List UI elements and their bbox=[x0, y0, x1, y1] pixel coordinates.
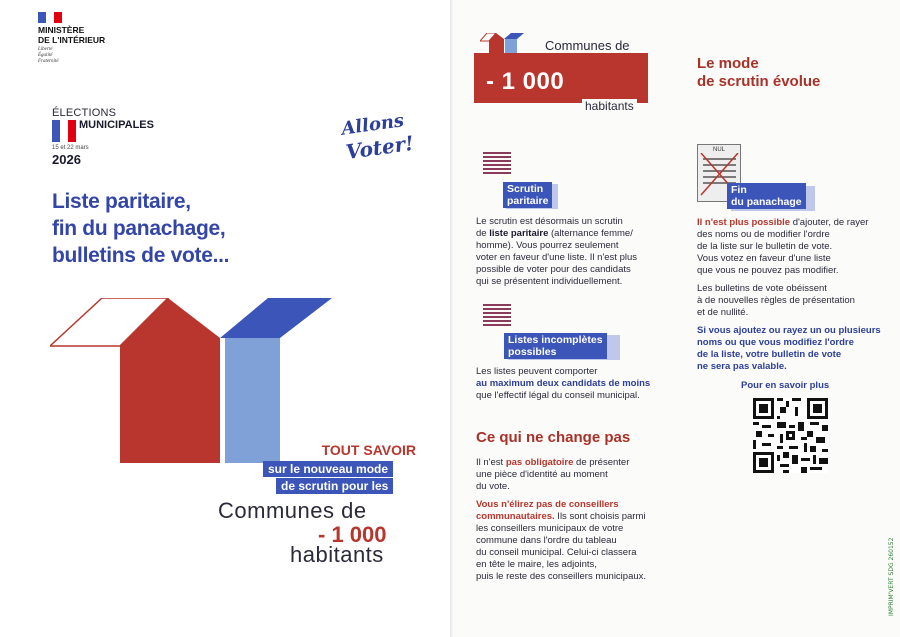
qr-code-icon[interactable] bbox=[753, 398, 828, 473]
marianne-flag-icon bbox=[38, 12, 62, 23]
svg-text:IMPRIM'VERT SDG 260152: IMPRIM'VERT SDG 260152 bbox=[888, 537, 895, 616]
mode-scrutin-title: Le mode de scrutin évolue bbox=[697, 55, 821, 90]
election-dates: 15 et 22 mars bbox=[52, 145, 89, 151]
houses-illustration bbox=[50, 298, 340, 463]
savoir-plus-label: Pour en savoir plus bbox=[741, 380, 830, 391]
null-ballot-icon: NUL bbox=[697, 144, 741, 202]
cover-highlight-line2: sur le nouveau mode bbox=[263, 461, 393, 477]
tout-savoir-title: TOUT SAVOIR bbox=[321, 442, 416, 458]
badge-habitants-label: habitants bbox=[582, 99, 637, 113]
imprim-vert-mark bbox=[884, 500, 896, 618]
mini-houses-icon bbox=[480, 33, 526, 55]
fin-panachage-text: Il n'est plus possible d'ajouter, de rayer des noms ou de modifier l'ordre de la liste sur le bulletin de vote. Vous votez en faveur d'une liste que vous ne pouvez pas modifier. Les bulletins de vote obéissent à de nouvelles règles de présentation et de nullité. Si vous ajoutez ou rayez un ou plusieurs noms ou que vous modifiez l'ordre de la liste, votre bulletin de vote ne sera pas valable. bbox=[697, 217, 881, 372]
republic-motto: Liberté Égalité Fraternité bbox=[38, 47, 59, 64]
cover-habitants-label: habitants bbox=[290, 542, 384, 567]
elections-flag-icon bbox=[52, 120, 76, 142]
cover-headline: Liste paritaire, fin du panachage, bulletins de vote... bbox=[52, 190, 230, 267]
ballot-lines-icon bbox=[483, 152, 511, 176]
cover-number: - 1 000 bbox=[318, 522, 387, 547]
listes-incompletes-tag: Listes incomplètes possibles bbox=[504, 333, 607, 359]
fin-panachage-tag: Fin du panachage bbox=[727, 183, 806, 209]
cover-communes-label: Communes de bbox=[218, 498, 367, 523]
listes-incompletes-text: Les listes peuvent comporter au maximum deux candidats de moins que l'effectif légal du conseil municipal. bbox=[476, 366, 651, 401]
ce-qui-ne-change-pas-text: Il n'est pas obligatoire de présenter une pièce d'identité au moment du vote. Vous n'élirez pas de conseillers communautaires. Ils sont choisis parmi les conseillers municipaux de votre commune dans l'ordre du tableau du conseil municipal. Celui-ci classera en tête le maire, les adjoints, puis le reste des conseillers municipaux. bbox=[476, 457, 647, 582]
svg-text:Allons: Allons bbox=[340, 110, 406, 140]
scrutin-paritaire-tag: Scrutin paritaire bbox=[503, 182, 552, 208]
scrutin-paritaire-text: Le scrutin est désormais un scrutin de liste paritaire (alternance femme/ homme). Vous pourrez seulement voter en faveur d'une liste. Il n'est plus possible de voter pour des candidats qui se présentent individuellement. bbox=[476, 216, 637, 287]
election-year: 2026 bbox=[52, 152, 81, 167]
cover-highlight-line3: de scrutin pour les bbox=[276, 478, 393, 494]
ce-qui-ne-change-pas-title: Ce qui ne change pas bbox=[476, 429, 631, 446]
badge-communes-label: Communes de bbox=[542, 38, 633, 53]
svg-text:Voter!: Voter! bbox=[344, 130, 416, 165]
elections-label: ÉLECTIONS bbox=[52, 107, 117, 119]
ballot-lines-icon bbox=[483, 304, 511, 328]
allons-voter-logo bbox=[336, 105, 424, 165]
page-fold bbox=[450, 0, 453, 637]
ministry-name: MINISTÈRE DE L'INTÉRIEUR bbox=[38, 25, 106, 45]
municipales-label: MUNICIPALES bbox=[79, 119, 154, 131]
badge-number: - 1 000 bbox=[486, 68, 565, 95]
